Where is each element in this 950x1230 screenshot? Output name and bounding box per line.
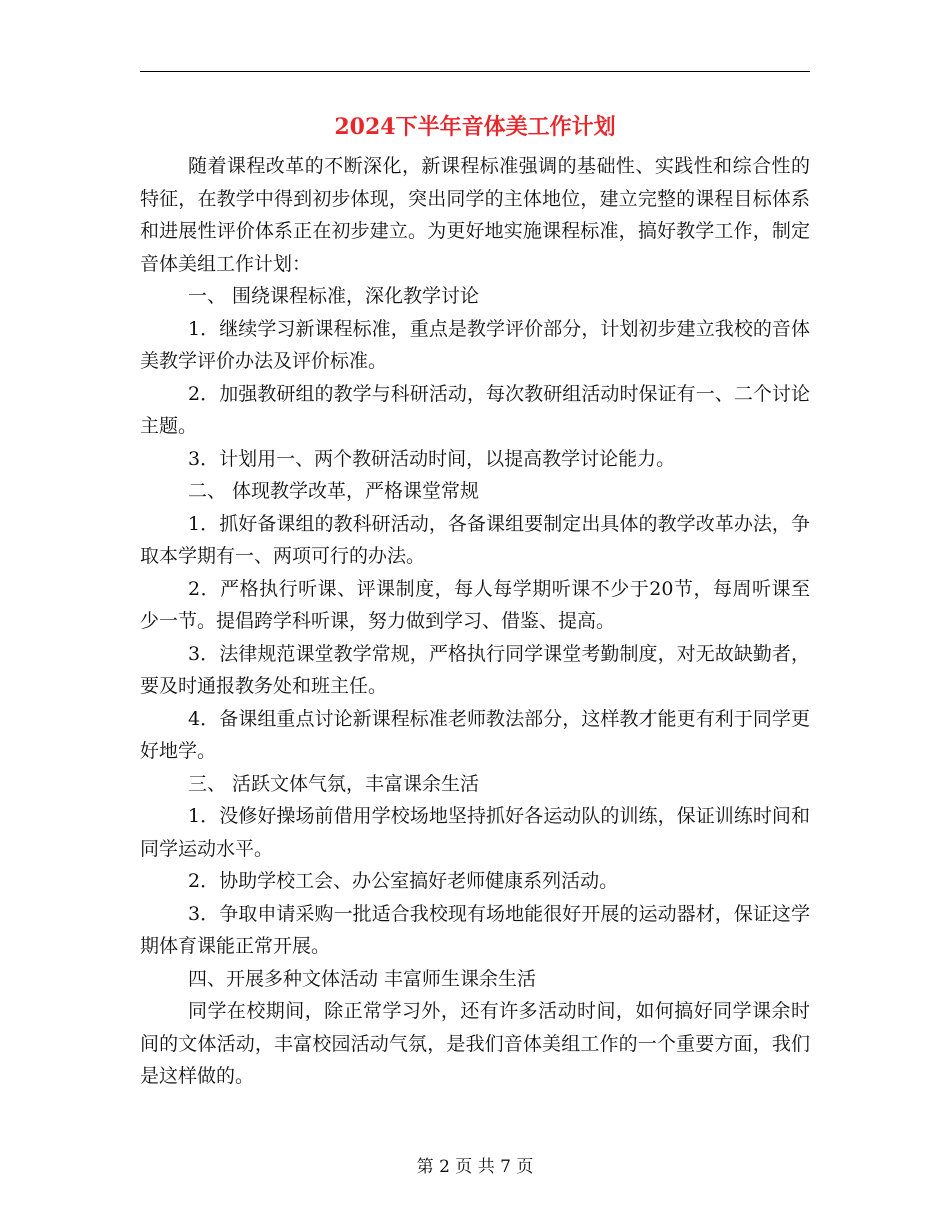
paragraph: 2．协助学校工会、办公室搞好老师健康系列活动。 [188, 870, 619, 892]
paragraph: 3．计划用一、两个教研活动时间，以提高教学讨论能力。 [188, 447, 676, 470]
paragraph: 1．抓好备课组的教科研活动，各备课组要制定出具体的教学改革办法，争取本学期有一、两项可行的办法。 [140, 512, 810, 567]
paragraph: 2．严格执行听课、评课制度，每人每学期听课不少于20节，每周听课至少一节。提倡跨学科听课，努力做到学习、借鉴、提高。 [140, 577, 810, 632]
paragraph: 1．继续学习新课程标准，重点是教学评价部分，计划初步建立我校的音体美教学评价办法及评价标准。 [140, 317, 810, 372]
section-heading-3: 三、 活跃文体气氛，丰富课余生活 [188, 772, 480, 795]
section-heading-1: 一、 围绕课程标准，深化教学讨论 [188, 285, 480, 307]
page-number-footer: 第 2 页 共 7 页 [416, 1157, 534, 1177]
paragraph: 3．法律规范课堂教学常规，严格执行同学课堂考勤制度，对无故缺勤者，要及时通报教务处和班主任。 [140, 642, 810, 697]
paragraph: 同学在校期间，除正常学习外，还有许多活动时间，如何搞好同学课余时间的文体活动，丰富校园活动气氛，是我们音体美组工作的一个重要方面，我们是这样做的。 [140, 1000, 810, 1087]
document-body [140, 150, 810, 1093]
paragraph: 4．备课组重点讨论新课程标准老师教法部分，这样教才能更有利于同学更好地学。 [140, 707, 810, 762]
paragraph-intro: 随着课程改革的不断深化，新课程标准强调的基础性、实践性和综合性的特征，在教学中得到初步体现，突出同学的主体地位，建立完整的课程目标体系和进展性评价体系正在初步建立。为更好地实施课程标准，搞好教学工作，制定音体美组工作计划： [140, 155, 810, 275]
header-rule [140, 71, 810, 72]
section-heading-4: 四、开展多种文体活动 丰富师生课余生活 [188, 967, 537, 990]
document-title: 2024下半年音体美工作计划 [334, 114, 616, 140]
section-heading-2: 二、 体现教学改革，严格课堂常规 [188, 480, 480, 502]
paragraph: 1．没修好操场前借用学校场地坚持抓好各运动队的训练，保证训练时间和同学运动水平。 [140, 805, 810, 860]
paragraph: 2．加强教研组的教学与科研活动，每次教研组活动时保证有一、二个讨论主题。 [140, 382, 810, 437]
paragraph: 3．争取申请采购一批适合我校现有场地能很好开展的运动器材，保证这学期体育课能正常开展。 [140, 902, 810, 957]
